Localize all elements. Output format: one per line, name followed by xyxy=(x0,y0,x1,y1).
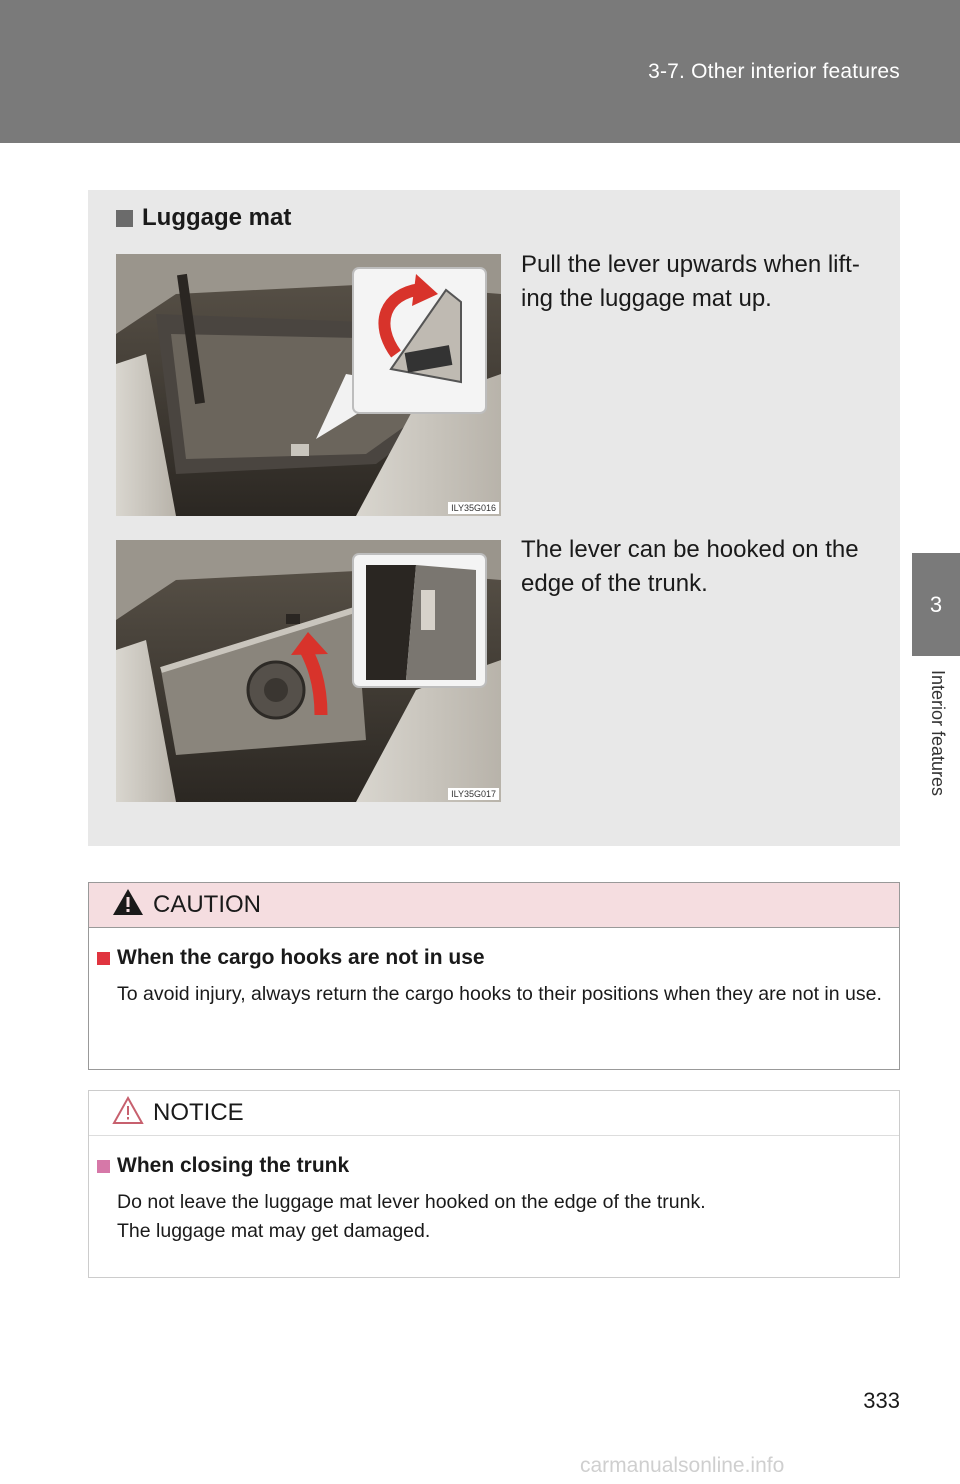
notice-title: NOTICE xyxy=(153,1099,244,1126)
chapter-title: 3-7. Other interior features xyxy=(648,60,900,83)
square-bullet-icon xyxy=(116,210,133,227)
image-code: ILY35G017 xyxy=(448,788,499,800)
lever-hooked-photo xyxy=(116,540,501,802)
square-bullet-icon xyxy=(97,952,110,965)
luggage-mat-lever-photo xyxy=(116,254,501,516)
notice-body xyxy=(117,1188,891,1246)
caution-header xyxy=(89,883,899,928)
step-2-text: The lever can be hooked on the edge of the trunk. xyxy=(521,536,859,597)
chapter-number: 3 xyxy=(929,591,943,617)
square-bullet-icon xyxy=(97,1160,110,1173)
trunk-illustration-2 xyxy=(116,540,501,802)
notice-subheading xyxy=(97,1154,899,1178)
caution-subheading-text: When the cargo hooks are not in use xyxy=(117,946,485,969)
notice-subheading-text: When closing the trunk xyxy=(117,1154,350,1177)
notice-body-line-1: Do not leave the luggage mat lever hooked on the edge of the trunk. xyxy=(117,1191,706,1213)
chapter-tab[interactable] xyxy=(912,553,960,656)
step-1-text: Pull the lever upwards when lift-ing the luggage mat up. xyxy=(521,251,860,312)
caution-subheading xyxy=(97,946,899,970)
notice-header xyxy=(89,1091,899,1136)
trunk-illustration-1 xyxy=(116,254,501,516)
warning-outline-icon xyxy=(111,1095,145,1132)
caution-title: CAUTION xyxy=(153,891,261,918)
chapter-label: Interior features xyxy=(928,670,948,797)
watermark: carmanualsonline.info xyxy=(580,1454,785,1477)
caution-body: To avoid injury, always return the cargo hooks to their positions when they are not in use. xyxy=(117,983,882,1005)
caution-panel xyxy=(88,882,900,1070)
notice-body-line-2: The luggage mat may get damaged. xyxy=(117,1220,431,1242)
section-heading-text: Luggage mat xyxy=(142,204,292,231)
page-number: 333 xyxy=(863,1388,900,1413)
warning-triangle-icon xyxy=(111,887,145,924)
section-heading xyxy=(116,204,291,232)
image-code: ILY35G016 xyxy=(448,502,499,514)
notice-panel xyxy=(88,1090,900,1278)
